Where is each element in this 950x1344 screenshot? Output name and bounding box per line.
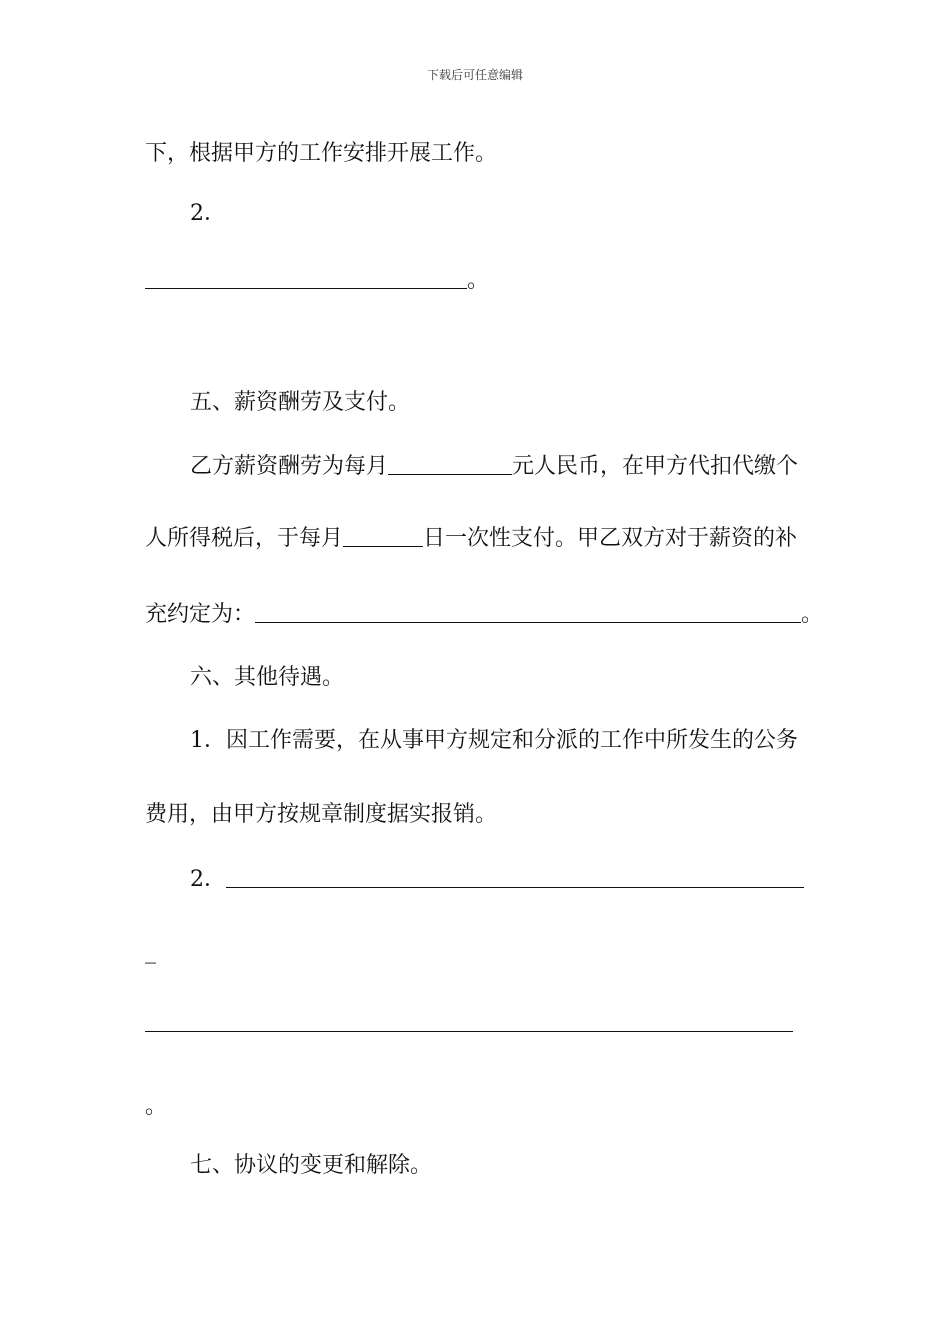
- paragraph-line: [190, 453, 798, 481]
- blank-underline[interactable]: [145, 268, 467, 289]
- period: 。: [801, 602, 824, 627]
- text: 充约定为：: [145, 602, 256, 627]
- paragraph-line: [190, 866, 804, 894]
- supplement-blank[interactable]: [255, 602, 801, 623]
- paragraph-line: 下，根据甲方的工作安排开展工作。: [145, 141, 498, 166]
- paragraph-line: 1．因工作需要，在从事甲方规定和分派的工作中所发生的公务: [190, 728, 798, 753]
- fill-in-line: [145, 267, 489, 295]
- other-benefits-blank-2[interactable]: [145, 1011, 793, 1032]
- period: 。: [145, 1094, 168, 1119]
- text: 乙方薪资酬劳为每月: [190, 454, 389, 479]
- salary-amount-blank[interactable]: [388, 454, 512, 475]
- paragraph-line: [145, 601, 823, 629]
- page-header-note: 下载后可任意编辑: [426, 68, 523, 82]
- fill-in-line: [145, 1010, 793, 1038]
- section-title-6: 六、其他待遇。: [190, 665, 345, 690]
- text: 元人民币，在甲方代扣代缴个: [512, 454, 799, 479]
- pay-day-blank[interactable]: [343, 526, 423, 547]
- text: 人所得税后，于每月: [145, 526, 344, 551]
- period: 。: [467, 268, 490, 293]
- section-title-5: 五、薪资酬劳及支付。: [190, 390, 411, 415]
- section-title-7: 七、协议的变更和解除。: [190, 1153, 433, 1178]
- text: 日一次性支付。甲乙双方对于薪资的补: [423, 526, 798, 551]
- paragraph-line: [145, 525, 797, 553]
- paragraph-line: 费用，由甲方按规章制度据实报销。: [145, 802, 498, 827]
- other-benefits-blank[interactable]: [226, 867, 804, 888]
- list-number: 2．: [190, 867, 226, 892]
- underscore-fragment: _: [145, 939, 156, 964]
- list-number: 2．: [190, 201, 226, 226]
